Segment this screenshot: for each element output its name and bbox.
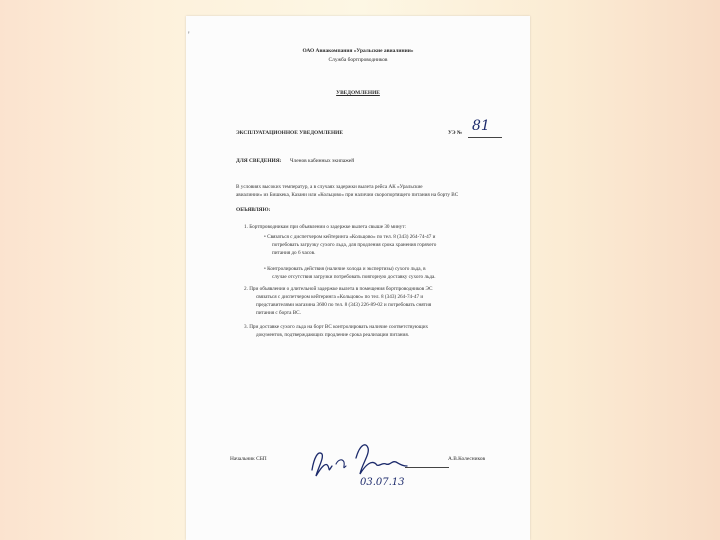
bullet-1-line-2: потребовать загрузку сухого льда, для продления срока хранения горячего (272, 242, 437, 248)
item-2-line-4: питания с борта ВС. (256, 310, 301, 316)
item-3-line-2: документов, подтверждающих продление срока реализации питания. (256, 332, 410, 338)
handwritten-date: 03.07.13 (360, 477, 405, 488)
signer-name: А.В.Колесников (448, 456, 486, 462)
bullet-2-line-1: • Контролировать действия (наличие холода и экспертизы) сухого льда, в (264, 266, 426, 272)
margin-mark: ' (188, 30, 190, 40)
intro-line-2: авиалинии» из Бишкека, Казани или «Кольцово» при наличии скоропортящего питания на борту ВС (236, 192, 459, 198)
bullet-1-line-3: питания до 6 часов. (272, 250, 316, 256)
for-info-text: Членов кабинных экипажей (290, 158, 355, 164)
bullet-1-line-1: • Связаться с диспетчером кейтеринга «Кольцово» по тел. 8 (343) 264-74-47 и (264, 234, 436, 240)
notice-type: ЭКСПЛУАТАЦИОННОЕ УВЕДОМЛЕНИЕ (236, 130, 343, 136)
document-heading: УВЕДОМЛЕНИЕ (336, 90, 380, 96)
item-2-line-3: представителями магазина 3600 по тел. 8 (343) 226-89-02 и потребовать снятия (256, 302, 432, 308)
item-1: 1. Бортпроводникам при объявлении о задержке вылета свыше 30 минут: (244, 224, 406, 230)
item-2-line-1: 2. При объявлении о длительной задержке вылета в помещения бортпроводников ЭС (244, 286, 433, 292)
org-department: Служба бортпроводников (328, 57, 388, 63)
bullet-2-line-2: случае отсутствия загрузки потребовать повторную доставку сухого льда. (272, 274, 436, 280)
signer-title: Начальник СБП (230, 456, 267, 462)
signature-line (405, 467, 449, 468)
item-2-line-2: связаться с диспетчером кейтеринга «Кольцово» по тел. 8 (343) 264-74-47 и (256, 294, 424, 300)
org-name: ОАО Авиакомпания «Уральские авиалинии» (302, 48, 414, 54)
document-page (186, 16, 530, 540)
announce-heading: ОБЪЯВЛЯЮ: (236, 207, 271, 213)
notice-number-underline (468, 137, 502, 138)
intro-line-1: В условиях высоких температур, а в случаях задержки вылета рейса АК «Уральские (236, 184, 423, 190)
item-3-line-1: 3. При доставке сухого льда на борт ВС контролировать наличие соответствующих (244, 324, 429, 330)
for-info-label: ДЛЯ СВЕДЕНИЯ: (236, 158, 282, 164)
notice-number-label: УЭ № (448, 130, 463, 136)
notice-number-handwritten: 81 (472, 118, 490, 134)
